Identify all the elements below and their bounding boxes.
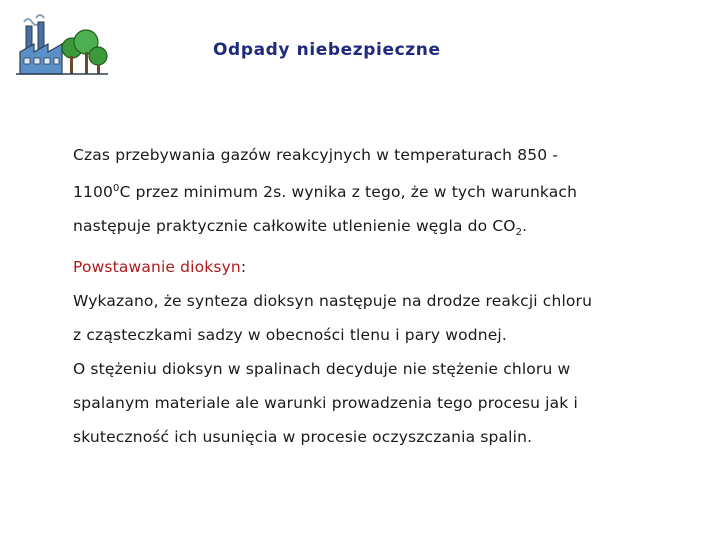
- paragraph-line: [73, 172, 713, 209]
- paragraph-line: [73, 352, 713, 386]
- paragraph-line: [73, 138, 713, 172]
- heading-colon: :: [240, 258, 247, 277]
- text-line: z cząsteczkami sadzy w obecności tlenu i pary wodnej.: [73, 326, 507, 345]
- text-line: Czas przebywania gazów reakcyjnych w temperaturach 850 -: [73, 146, 559, 164]
- superscript: 0: [113, 183, 120, 194]
- slide-title: Odpady niebezpieczne: [213, 40, 441, 60]
- slide-body: [73, 138, 713, 454]
- paragraph-line: [73, 318, 713, 352]
- text-fragment: .: [522, 217, 528, 236]
- section-heading: [73, 250, 713, 284]
- text-fragment: następuje praktycznie całkowite utlenienie węgla do CO: [73, 217, 516, 236]
- text-line: skuteczność ich usunięcia w procesie oczyszczania spalin.: [73, 428, 533, 447]
- text-line: Wykazano, że synteza dioksyn następuje na drodze reakcji chloru: [73, 292, 593, 311]
- heading-red-text: Powstawanie dioksyn: [73, 258, 241, 277]
- text-fragment: C przez minimum 2s. wynika z tego, że w tych warunkach: [119, 183, 578, 202]
- text-fragment: 1100: [73, 183, 114, 202]
- paragraph-line: [73, 209, 713, 250]
- paragraph-line: [73, 386, 713, 420]
- factory-with-trees-icon: [14, 12, 110, 82]
- subscript: 2: [515, 227, 523, 239]
- text-line: O stężeniu dioksyn w spalinach decyduje nie stężenie chloru w: [73, 360, 571, 379]
- text-line: spalanym materiale ale warunki prowadzenia tego procesu jak i: [73, 394, 578, 413]
- paragraph-line: [73, 284, 713, 318]
- paragraph-line: [73, 420, 713, 454]
